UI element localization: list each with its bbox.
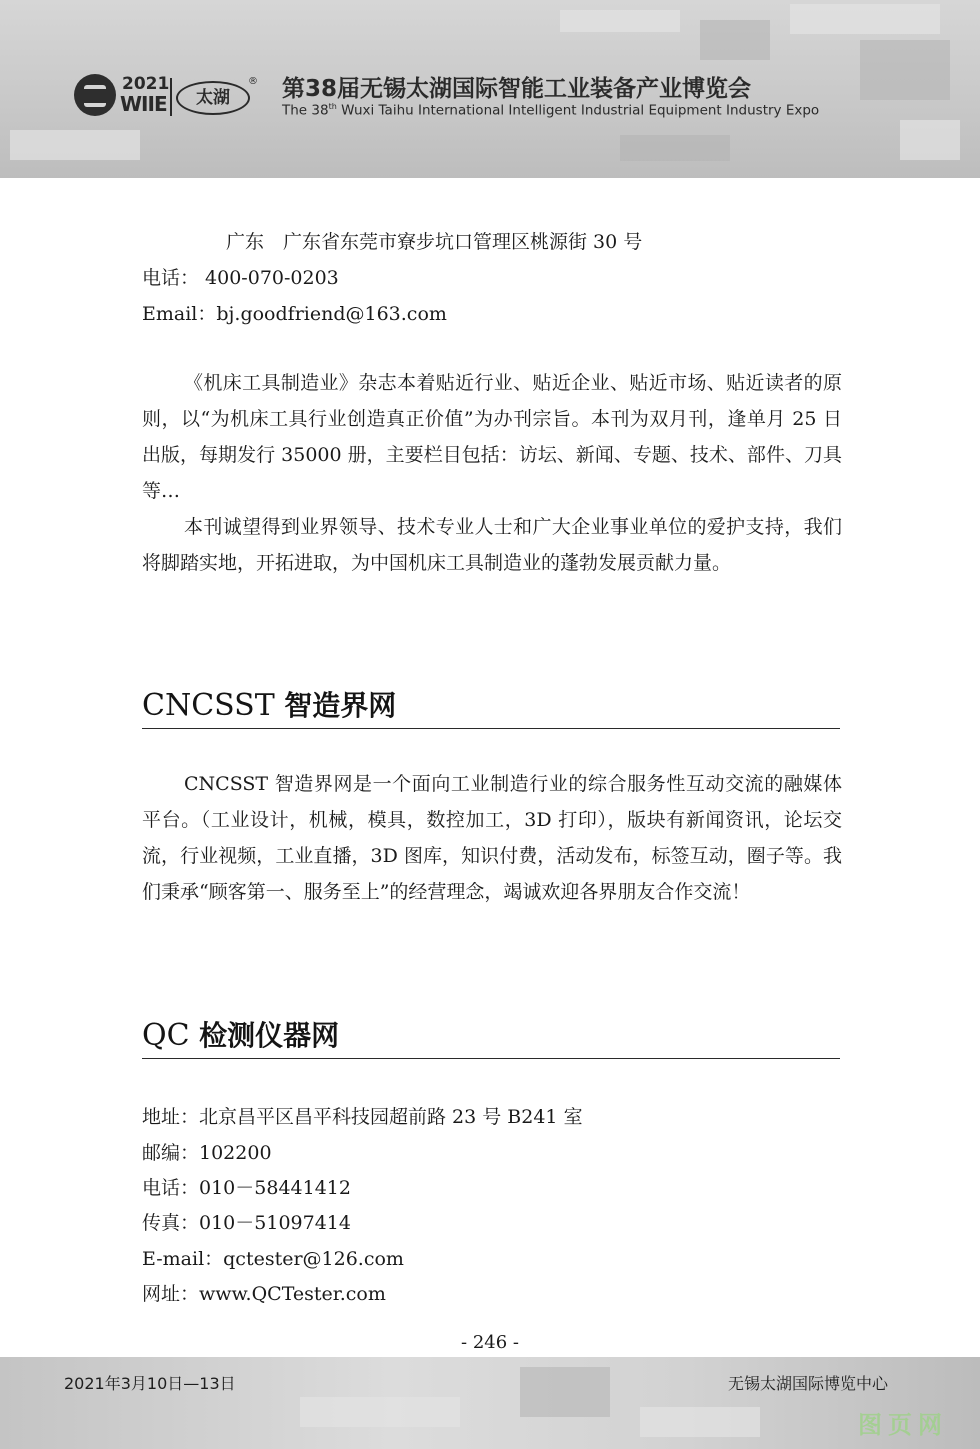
header-decoration [790,4,940,34]
qc-fax: 传真：010－51097414 [142,1212,351,1234]
site-watermark: 图页网 [858,1411,948,1439]
magazine-intro-paragraph: 《机床工具制造业》杂志本着贴近行业、贴近企业、贴近市场、贴近读者的原则，以“为机床工具行业创造真正价值”为办刊宗旨。本刊为双月刊，逢单月 25 日出版，每期发行 35000 册，主要栏目包括：访坛、新闻、专题、技术、部件、刀具等… [142,372,842,502]
page-header [0,0,980,178]
expo-title-en-rest: Wuxi Taihu International Intelligent Industrial Equipment Industry Expo [336,102,820,119]
section-title-latin: CNCSST [142,688,285,723]
footer-date: 2021年3月10日—13日 [64,1374,236,1393]
page-footer [0,1357,980,1449]
magazine-wish-paragraph: 本刊诚望得到业界领导、技术专业人士和广大企业事业单位的爱护支持，我们将脚踏实地，开拓进取，为中国机床工具制造业的蓬勃发展贡献力量。 [142,516,842,574]
logo-wiie: WIIE [120,92,167,116]
header-decoration [700,20,770,60]
footer-decoration [300,1397,460,1427]
section-divider [142,728,840,729]
phone-line: 电话： 400-070-0203 [142,267,339,289]
section-title-cncsst [142,688,396,724]
expo-logo [74,72,258,122]
wiie-emblem-icon [74,74,116,116]
footer-decoration [520,1367,610,1417]
expo-title-en-prefix: The 38 [282,102,329,119]
section-title-qc [142,1018,339,1054]
taihu-logo: 太湖 [176,81,250,115]
email-line: Email：bj.goodfriend@163.com [142,303,447,325]
header-decoration [10,130,140,160]
page-number: - 246 - [461,1332,519,1353]
section-title-latin: QC [142,1018,200,1053]
header-decoration [860,40,950,100]
qc-email: E-mail：qctester@126.com [142,1248,404,1270]
section-title-cn: 智造界网 [284,689,397,722]
footer-venue: 无锡太湖国际博览中心 [728,1374,889,1393]
logo-separator [170,78,172,116]
registered-mark: ® [248,76,258,87]
expo-title-en [282,102,819,119]
expo-title-en-sup: th [328,102,337,111]
expo-title-cn: 第38届无锡太湖国际智能工业装备产业博览会 [282,76,752,102]
header-decoration [900,120,960,160]
cncsst-paragraph: CNCSST 智造界网是一个面向工业制造行业的综合服务性互动交流的融媒体平台。（工业设计，机械，模具，数控加工，3D 打印），版块有新闻资讯，论坛交流，行业视频，工业直播，3D 图库，知识付费，活动发布，标签互动，圈子等。我们秉承“顾客第一、服务至上”的经营理念，竭诚欢迎各界朋友合作交流！ [142,773,842,903]
footer-decoration [640,1407,760,1437]
header-decoration [620,135,730,161]
section-divider [142,1058,840,1059]
qc-website: 网址：www.QCTester.com [142,1283,386,1305]
address-line: 广东 广东省东莞市寮步坑口管理区桃源街 30 号 [226,231,643,253]
header-decoration [560,10,680,32]
qc-phone: 电话：010－58441412 [142,1177,351,1199]
logo-year: 2021 [122,74,170,94]
qc-postcode: 邮编：102200 [142,1142,272,1164]
qc-address: 地址：北京昌平区昌平科技园超前路 23 号 B241 室 [142,1106,583,1128]
section-title-cn: 检测仪器网 [199,1019,340,1052]
